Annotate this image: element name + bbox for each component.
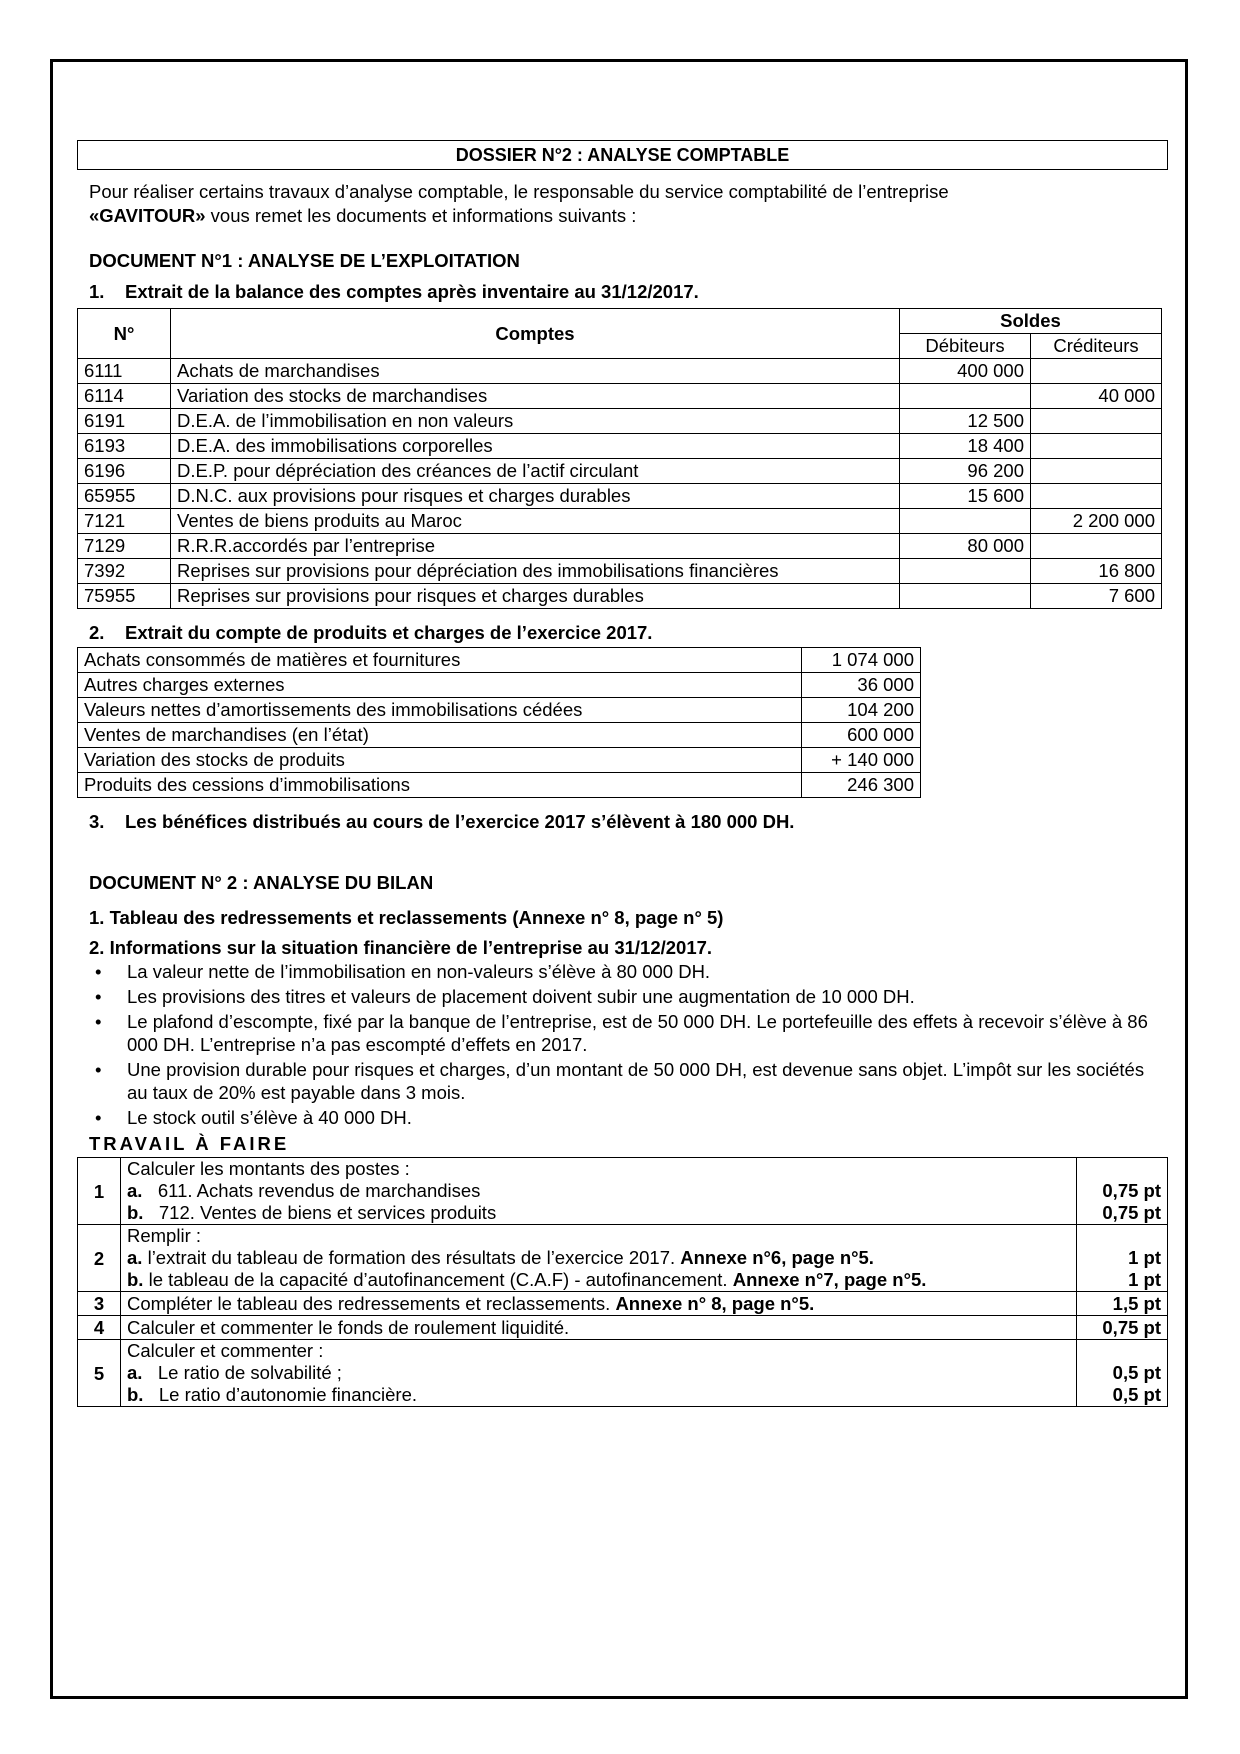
list-item [89,960,1149,983]
doc1-section3-title: 3. Les bénéfices distribués au cours de l’exercice 2017 s’élèvent à 180 000 DH. [89,811,795,832]
cpc-label: Variation des stocks de produits [78,748,802,773]
doc2-section2-title: 2. Informations sur la situation financière de l’entreprise au 31/12/2017. [89,937,713,958]
credit-amount: 7 600 [1031,584,1162,609]
doc1-section1-title: 1. Extrait de la balance des comptes après inventaire au 31/12/2017. [89,281,699,302]
bullet-icon: • [95,1011,102,1032]
credit-amount: 16 800 [1031,559,1162,584]
task-row-5 [78,1340,1168,1407]
document2-heading: DOCUMENT N° 2 : ANALYSE DU BILAN [89,872,434,893]
balance-row [78,459,1162,484]
balance-row [78,359,1162,384]
financial-info-list [89,960,1149,1129]
balance-row [78,584,1162,609]
task-number: 5 [78,1340,121,1407]
task-points: 0,75 pt 0,75 pt [1077,1158,1168,1225]
cpc-value: 246 300 [802,773,921,798]
cpc-row [78,673,921,698]
cpc-row [78,698,921,723]
task-text: Compléter le tableau des redressements et reclassements. Annexe n° 8, page n°5. [121,1292,1077,1316]
debit-amount: 12 500 [900,409,1031,434]
list-item-text: Les provisions des titres et valeurs de placement doivent subir une augmentation de 10 000 DH. [127,986,915,1007]
cpc-value: 36 000 [802,673,921,698]
col-header-debiteurs: Débiteurs [900,334,1031,359]
task-points: 1,5 pt [1077,1292,1168,1316]
debit-amount [900,584,1031,609]
credit-amount: 2 200 000 [1031,509,1162,534]
account-label: R.R.R.accordés par l’entreprise [171,534,900,559]
cpc-label: Produits des cessions d’immobilisations [78,773,802,798]
list-item [89,985,1149,1008]
balance-row [78,509,1162,534]
cpc-value: 1 074 000 [802,648,921,673]
debit-amount: 18 400 [900,434,1031,459]
company-name: «GAVITOUR» [89,205,206,226]
travail-heading: TRAVAIL À FAIRE [89,1133,290,1154]
bullet-icon: • [95,961,102,982]
balance-row [78,384,1162,409]
list-item [89,1010,1149,1056]
account-number: 6193 [78,434,171,459]
intro-line1: Pour réaliser certains travaux d’analyse comptable, le responsable du service comptabilité de l’entreprise [89,181,949,202]
account-number: 6191 [78,409,171,434]
account-label: D.E.A. des immobilisations corporelles [171,434,900,459]
doc1-section2-title: 2. Extrait du compte de produits et charges de l’exercice 2017. [89,622,653,643]
debit-amount: 400 000 [900,359,1031,384]
cpc-label: Valeurs nettes d’amortissements des immobilisations cédées [78,698,802,723]
intro-paragraph [89,180,1159,228]
account-number: 6196 [78,459,171,484]
cpc-row [78,773,921,798]
doc2-section1-title: 1. Tableau des redressements et reclassements (Annexe n° 8, page n° 5) [89,907,724,928]
debit-amount [900,509,1031,534]
cpc-value: 104 200 [802,698,921,723]
balance-row [78,484,1162,509]
account-label: D.N.C. aux provisions pour risques et charges durables [171,484,900,509]
account-number: 65955 [78,484,171,509]
debit-amount [900,559,1031,584]
task-number: 3 [78,1292,121,1316]
col-header-soldes: Soldes [900,309,1162,334]
account-label: Reprises sur provisions pour risques et charges durables [171,584,900,609]
credit-amount [1031,459,1162,484]
task-text: Calculer et commenter : a. Le ratio de solvabilité ; b. Le ratio d’autonomie financière. [121,1340,1077,1407]
list-item-text: Le plafond d’escompte, fixé par la banque de l’entreprise, est de 50 000 DH. Le portefeuille des effets à recevoir s’élève à 86 000 DH. L’entreprise n’a pas escompté d’effets en 2017. [127,1011,1148,1055]
balance-row [78,559,1162,584]
balance-row [78,534,1162,559]
account-label: Ventes de biens produits au Maroc [171,509,900,534]
task-row-4 [78,1316,1168,1340]
credit-amount [1031,434,1162,459]
account-number: 7121 [78,509,171,534]
col-header-comptes: Comptes [171,309,900,359]
task-row-1 [78,1158,1168,1225]
cpc-label: Achats consommés de matières et fournitures [78,648,802,673]
debit-amount: 15 600 [900,484,1031,509]
task-text: Calculer les montants des postes : a. 611. Achats revendus de marchandises b. 712. Ventes de biens et services produits [121,1158,1077,1225]
cpc-row [78,748,921,773]
account-label: Achats de marchandises [171,359,900,384]
debit-amount: 80 000 [900,534,1031,559]
task-points: 1 pt 1 pt [1077,1225,1168,1292]
task-number: 1 [78,1158,121,1225]
balance-row [78,409,1162,434]
cpc-rows [78,648,921,798]
task-text: Remplir : a. l’extrait du tableau de formation des résultats de l’exercice 2017. Annexe n°6, page n°5. b. le tableau de la capacité d’autofinancement (C.A.F) - autofinancement. Annexe n°7, page n°5. [121,1225,1077,1292]
col-header-crediteurs: Créditeurs [1031,334,1162,359]
account-number: 75955 [78,584,171,609]
account-number: 7392 [78,559,171,584]
credit-amount [1031,409,1162,434]
balance-rows [78,359,1162,609]
credit-amount [1031,534,1162,559]
cpc-value: + 140 000 [802,748,921,773]
bullet-icon: • [95,1107,102,1128]
cpc-label: Ventes de marchandises (en l’état) [78,723,802,748]
dossier-title: DOSSIER N°2 : ANALYSE COMPTABLE [77,140,1168,170]
credit-amount [1031,484,1162,509]
account-number: 7129 [78,534,171,559]
debit-amount: 96 200 [900,459,1031,484]
bullet-icon: • [95,986,102,1007]
task-points: 0,75 pt [1077,1316,1168,1340]
task-number: 2 [78,1225,121,1292]
cpc-row [78,648,921,673]
list-item [89,1106,1149,1129]
task-row-3 [78,1292,1168,1316]
list-item-text: Une provision durable pour risques et charges, d’un montant de 50 000 DH, est devenue sans objet. L’impôt sur les sociétés au taux de 20% est payable dans 3 mois. [127,1059,1145,1103]
list-item-text: Le stock outil s’élève à 40 000 DH. [127,1107,412,1128]
credit-amount: 40 000 [1031,384,1162,409]
intro-line2: vous remet les documents et informations suivants : [205,205,637,226]
account-number: 6111 [78,359,171,384]
task-text: Calculer et commenter le fonds de roulement liquidité. [121,1316,1077,1340]
credit-amount [1031,359,1162,384]
account-label: Variation des stocks de marchandises [171,384,900,409]
col-header-n: N° [78,309,171,359]
balance-row [78,434,1162,459]
cpc-table [77,647,921,798]
cpc-value: 600 000 [802,723,921,748]
list-item [89,1058,1149,1104]
cpc-label: Autres charges externes [78,673,802,698]
travail-table [77,1157,1168,1407]
cpc-row [78,723,921,748]
task-number: 4 [78,1316,121,1340]
account-label: Reprises sur provisions pour dépréciation des immobilisations financières [171,559,900,584]
task-points: 0,5 pt 0,5 pt [1077,1340,1168,1407]
list-item-text: La valeur nette de l’immobilisation en non-valeurs s’élève à 80 000 DH. [127,961,711,982]
debit-amount [900,384,1031,409]
balance-table [77,308,1162,609]
task-row-2 [78,1225,1168,1292]
document-content [77,140,1168,1407]
account-label: D.E.P. pour dépréciation des créances de l’actif circulant [171,459,900,484]
document1-heading: DOCUMENT N°1 : ANALYSE DE L’EXPLOITATION [89,250,520,271]
account-label: D.E.A. de l’immobilisation en non valeurs [171,409,900,434]
bullet-icon: • [95,1059,102,1080]
account-number: 6114 [78,384,171,409]
